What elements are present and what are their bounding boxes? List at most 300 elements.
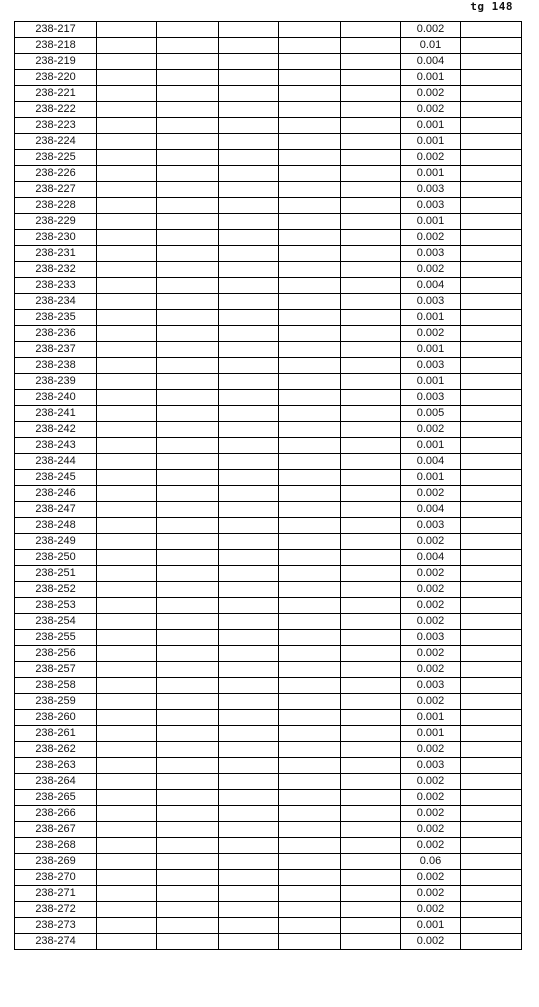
empty-cell <box>97 358 157 374</box>
value-cell: 0.002 <box>401 534 461 550</box>
empty-cell <box>341 310 401 326</box>
empty-cell <box>461 246 522 262</box>
empty-cell <box>279 822 341 838</box>
empty-cell <box>279 854 341 870</box>
sample-id-cell: 238-258 <box>15 678 97 694</box>
value-cell: 0.001 <box>401 710 461 726</box>
empty-cell <box>219 150 279 166</box>
empty-cell <box>97 406 157 422</box>
empty-cell <box>157 806 219 822</box>
sample-id-cell: 238-230 <box>15 230 97 246</box>
empty-cell <box>461 326 522 342</box>
empty-cell <box>157 902 219 918</box>
empty-cell <box>461 358 522 374</box>
empty-cell <box>97 454 157 470</box>
empty-cell <box>279 374 341 390</box>
empty-cell <box>219 214 279 230</box>
empty-cell <box>157 822 219 838</box>
empty-cell <box>461 902 522 918</box>
value-cell: 0.002 <box>401 774 461 790</box>
empty-cell <box>279 198 341 214</box>
empty-cell <box>341 54 401 70</box>
empty-cell <box>157 694 219 710</box>
sample-id-cell: 238-271 <box>15 886 97 902</box>
empty-cell <box>279 230 341 246</box>
empty-cell <box>157 310 219 326</box>
empty-cell <box>461 54 522 70</box>
empty-cell <box>157 838 219 854</box>
empty-cell <box>219 534 279 550</box>
empty-cell <box>279 694 341 710</box>
table-row <box>15 742 522 758</box>
empty-cell <box>279 406 341 422</box>
empty-cell <box>279 246 341 262</box>
value-cell: 0.001 <box>401 310 461 326</box>
empty-cell <box>341 342 401 358</box>
value-cell: 0.001 <box>401 134 461 150</box>
table-row <box>15 166 522 182</box>
empty-cell <box>97 518 157 534</box>
value-cell: 0.001 <box>401 726 461 742</box>
empty-cell <box>219 822 279 838</box>
empty-cell <box>279 278 341 294</box>
empty-cell <box>341 118 401 134</box>
empty-cell <box>461 742 522 758</box>
empty-cell <box>341 790 401 806</box>
empty-cell <box>157 886 219 902</box>
table-row <box>15 86 522 102</box>
table-row <box>15 326 522 342</box>
empty-cell <box>219 438 279 454</box>
empty-cell <box>219 326 279 342</box>
empty-cell <box>97 742 157 758</box>
empty-cell <box>461 598 522 614</box>
empty-cell <box>219 662 279 678</box>
table-row <box>15 486 522 502</box>
value-cell: 0.002 <box>401 326 461 342</box>
empty-cell <box>219 38 279 54</box>
empty-cell <box>157 630 219 646</box>
empty-cell <box>157 518 219 534</box>
empty-cell <box>219 902 279 918</box>
value-cell: 0.001 <box>401 918 461 934</box>
empty-cell <box>219 774 279 790</box>
empty-cell <box>341 918 401 934</box>
sample-id-cell: 238-238 <box>15 358 97 374</box>
empty-cell <box>341 550 401 566</box>
sample-id-cell: 238-253 <box>15 598 97 614</box>
sample-id-cell: 238-227 <box>15 182 97 198</box>
sample-id-cell: 238-267 <box>15 822 97 838</box>
value-cell: 0.002 <box>401 598 461 614</box>
sample-id-cell: 238-250 <box>15 550 97 566</box>
empty-cell <box>157 294 219 310</box>
empty-cell <box>461 182 522 198</box>
empty-cell <box>341 150 401 166</box>
empty-cell <box>97 710 157 726</box>
empty-cell <box>157 134 219 150</box>
sample-id-cell: 238-269 <box>15 854 97 870</box>
empty-cell <box>461 678 522 694</box>
empty-cell <box>219 470 279 486</box>
value-cell: 0.002 <box>401 86 461 102</box>
empty-cell <box>97 86 157 102</box>
empty-cell <box>157 150 219 166</box>
table-row <box>15 630 522 646</box>
empty-cell <box>341 86 401 102</box>
empty-cell <box>461 454 522 470</box>
empty-cell <box>341 822 401 838</box>
empty-cell <box>461 710 522 726</box>
empty-cell <box>279 262 341 278</box>
sample-id-cell: 238-233 <box>15 278 97 294</box>
empty-cell <box>341 390 401 406</box>
empty-cell <box>97 438 157 454</box>
empty-cell <box>341 470 401 486</box>
table-row <box>15 822 522 838</box>
empty-cell <box>279 54 341 70</box>
empty-cell <box>97 614 157 630</box>
empty-cell <box>97 262 157 278</box>
empty-cell <box>97 326 157 342</box>
sample-id-cell: 238-224 <box>15 134 97 150</box>
sample-id-cell: 238-241 <box>15 406 97 422</box>
table-row <box>15 422 522 438</box>
empty-cell <box>279 518 341 534</box>
value-cell: 0.002 <box>401 934 461 950</box>
empty-cell <box>341 358 401 374</box>
empty-cell <box>341 566 401 582</box>
empty-cell <box>157 662 219 678</box>
table-row <box>15 870 522 886</box>
empty-cell <box>341 518 401 534</box>
empty-cell <box>279 646 341 662</box>
empty-cell <box>97 150 157 166</box>
table-row <box>15 358 522 374</box>
sample-id-cell: 238-248 <box>15 518 97 534</box>
empty-cell <box>341 534 401 550</box>
empty-cell <box>279 678 341 694</box>
empty-cell <box>219 358 279 374</box>
empty-cell <box>341 166 401 182</box>
empty-cell <box>157 454 219 470</box>
table-row <box>15 582 522 598</box>
empty-cell <box>279 310 341 326</box>
table-row <box>15 246 522 262</box>
table-row <box>15 230 522 246</box>
sample-id-cell: 238-273 <box>15 918 97 934</box>
empty-cell <box>219 166 279 182</box>
empty-cell <box>341 70 401 86</box>
value-cell: 0.002 <box>401 742 461 758</box>
empty-cell <box>461 150 522 166</box>
value-cell: 0.002 <box>401 662 461 678</box>
empty-cell <box>97 694 157 710</box>
empty-cell <box>97 886 157 902</box>
empty-cell <box>279 758 341 774</box>
empty-cell <box>157 934 219 950</box>
value-cell: 0.004 <box>401 54 461 70</box>
value-cell: 0.003 <box>401 358 461 374</box>
sample-id-cell: 238-257 <box>15 662 97 678</box>
empty-cell <box>461 518 522 534</box>
page-label: tg 148 <box>470 0 513 13</box>
empty-cell <box>279 662 341 678</box>
empty-cell <box>157 390 219 406</box>
empty-cell <box>279 534 341 550</box>
empty-cell <box>97 486 157 502</box>
empty-cell <box>97 822 157 838</box>
sample-id-cell: 238-270 <box>15 870 97 886</box>
empty-cell <box>341 22 401 38</box>
empty-cell <box>279 214 341 230</box>
empty-cell <box>279 742 341 758</box>
value-cell: 0.002 <box>401 838 461 854</box>
empty-cell <box>97 566 157 582</box>
empty-cell <box>219 102 279 118</box>
empty-cell <box>341 598 401 614</box>
empty-cell <box>341 102 401 118</box>
empty-cell <box>97 166 157 182</box>
empty-cell <box>157 198 219 214</box>
value-cell: 0.001 <box>401 118 461 134</box>
empty-cell <box>157 646 219 662</box>
table-row <box>15 758 522 774</box>
table-row <box>15 838 522 854</box>
value-cell: 0.002 <box>401 566 461 582</box>
empty-cell <box>157 854 219 870</box>
value-cell: 0.003 <box>401 246 461 262</box>
empty-cell <box>279 38 341 54</box>
sample-id-cell: 238-229 <box>15 214 97 230</box>
empty-cell <box>219 726 279 742</box>
empty-cell <box>341 486 401 502</box>
empty-cell <box>97 278 157 294</box>
empty-cell <box>219 742 279 758</box>
empty-cell <box>157 758 219 774</box>
empty-cell <box>341 758 401 774</box>
empty-cell <box>157 566 219 582</box>
empty-cell <box>97 550 157 566</box>
empty-cell <box>341 38 401 54</box>
empty-cell <box>461 614 522 630</box>
empty-cell <box>279 630 341 646</box>
sample-id-cell: 238-263 <box>15 758 97 774</box>
table-row <box>15 454 522 470</box>
empty-cell <box>157 54 219 70</box>
table-row <box>15 726 522 742</box>
empty-cell <box>341 198 401 214</box>
value-cell: 0.004 <box>401 550 461 566</box>
empty-cell <box>461 838 522 854</box>
empty-cell <box>157 678 219 694</box>
empty-cell <box>279 806 341 822</box>
sample-id-cell: 238-222 <box>15 102 97 118</box>
value-cell: 0.004 <box>401 278 461 294</box>
sample-id-cell: 238-255 <box>15 630 97 646</box>
value-cell: 0.002 <box>401 902 461 918</box>
value-cell: 0.003 <box>401 678 461 694</box>
empty-cell <box>279 918 341 934</box>
empty-cell <box>461 70 522 86</box>
empty-cell <box>279 118 341 134</box>
value-cell: 0.002 <box>401 822 461 838</box>
empty-cell <box>97 38 157 54</box>
empty-cell <box>461 22 522 38</box>
empty-cell <box>279 902 341 918</box>
sample-id-cell: 238-264 <box>15 774 97 790</box>
empty-cell <box>219 54 279 70</box>
empty-cell <box>279 790 341 806</box>
empty-cell <box>279 710 341 726</box>
table-row <box>15 806 522 822</box>
empty-cell <box>219 198 279 214</box>
empty-cell <box>157 726 219 742</box>
value-cell: 0.003 <box>401 630 461 646</box>
empty-cell <box>461 406 522 422</box>
empty-cell <box>461 342 522 358</box>
table-row <box>15 134 522 150</box>
empty-cell <box>97 902 157 918</box>
table-row <box>15 534 522 550</box>
sample-id-cell: 238-249 <box>15 534 97 550</box>
empty-cell <box>341 726 401 742</box>
empty-cell <box>157 710 219 726</box>
table-row <box>15 22 522 38</box>
sample-id-cell: 238-268 <box>15 838 97 854</box>
empty-cell <box>97 182 157 198</box>
empty-cell <box>341 886 401 902</box>
table-row <box>15 614 522 630</box>
empty-cell <box>279 502 341 518</box>
empty-cell <box>219 486 279 502</box>
sample-id-cell: 238-221 <box>15 86 97 102</box>
table-row <box>15 118 522 134</box>
empty-cell <box>97 870 157 886</box>
empty-cell <box>461 854 522 870</box>
empty-cell <box>461 310 522 326</box>
value-cell: 0.002 <box>401 646 461 662</box>
value-cell: 0.003 <box>401 198 461 214</box>
empty-cell <box>341 662 401 678</box>
value-cell: 0.003 <box>401 390 461 406</box>
empty-cell <box>157 406 219 422</box>
value-cell: 0.002 <box>401 582 461 598</box>
empty-cell <box>279 70 341 86</box>
empty-cell <box>157 598 219 614</box>
sample-id-cell: 238-219 <box>15 54 97 70</box>
empty-cell <box>461 822 522 838</box>
empty-cell <box>97 534 157 550</box>
empty-cell <box>219 310 279 326</box>
empty-cell <box>157 262 219 278</box>
table-row <box>15 390 522 406</box>
table-row <box>15 70 522 86</box>
results-table-body <box>15 22 522 950</box>
value-cell: 0.002 <box>401 262 461 278</box>
table-row <box>15 598 522 614</box>
empty-cell <box>219 870 279 886</box>
empty-cell <box>97 374 157 390</box>
empty-cell <box>97 54 157 70</box>
empty-cell <box>97 230 157 246</box>
empty-cell <box>157 918 219 934</box>
table-row <box>15 294 522 310</box>
value-cell: 0.002 <box>401 22 461 38</box>
empty-cell <box>219 454 279 470</box>
empty-cell <box>219 294 279 310</box>
empty-cell <box>157 582 219 598</box>
table-row <box>15 934 522 950</box>
table-row <box>15 790 522 806</box>
value-cell: 0.002 <box>401 150 461 166</box>
table-row <box>15 262 522 278</box>
table-row <box>15 438 522 454</box>
table-row <box>15 278 522 294</box>
sample-id-cell: 238-266 <box>15 806 97 822</box>
empty-cell <box>341 454 401 470</box>
sample-id-cell: 238-235 <box>15 310 97 326</box>
sample-id-cell: 238-231 <box>15 246 97 262</box>
empty-cell <box>219 694 279 710</box>
sample-id-cell: 238-226 <box>15 166 97 182</box>
empty-cell <box>97 294 157 310</box>
empty-cell <box>461 790 522 806</box>
empty-cell <box>157 326 219 342</box>
empty-cell <box>461 86 522 102</box>
empty-cell <box>279 134 341 150</box>
table-row <box>15 54 522 70</box>
empty-cell <box>219 710 279 726</box>
empty-cell <box>341 502 401 518</box>
empty-cell <box>219 422 279 438</box>
sample-id-cell: 238-251 <box>15 566 97 582</box>
empty-cell <box>279 934 341 950</box>
sample-id-cell: 238-228 <box>15 198 97 214</box>
empty-cell <box>341 182 401 198</box>
sample-id-cell: 238-245 <box>15 470 97 486</box>
table-row <box>15 310 522 326</box>
value-cell: 0.002 <box>401 886 461 902</box>
empty-cell <box>97 646 157 662</box>
empty-cell <box>461 870 522 886</box>
sample-id-cell: 238-256 <box>15 646 97 662</box>
table-row <box>15 374 522 390</box>
empty-cell <box>97 502 157 518</box>
empty-cell <box>157 790 219 806</box>
empty-cell <box>157 182 219 198</box>
sample-id-cell: 238-217 <box>15 22 97 38</box>
empty-cell <box>279 886 341 902</box>
empty-cell <box>341 326 401 342</box>
empty-cell <box>279 582 341 598</box>
empty-cell <box>157 214 219 230</box>
empty-cell <box>461 582 522 598</box>
empty-cell <box>97 342 157 358</box>
empty-cell <box>461 166 522 182</box>
empty-cell <box>157 422 219 438</box>
sample-id-cell: 238-239 <box>15 374 97 390</box>
empty-cell <box>157 342 219 358</box>
empty-cell <box>157 246 219 262</box>
empty-cell <box>461 134 522 150</box>
empty-cell <box>341 134 401 150</box>
empty-cell <box>279 598 341 614</box>
sample-id-cell: 238-244 <box>15 454 97 470</box>
empty-cell <box>341 406 401 422</box>
empty-cell <box>341 262 401 278</box>
empty-cell <box>279 614 341 630</box>
